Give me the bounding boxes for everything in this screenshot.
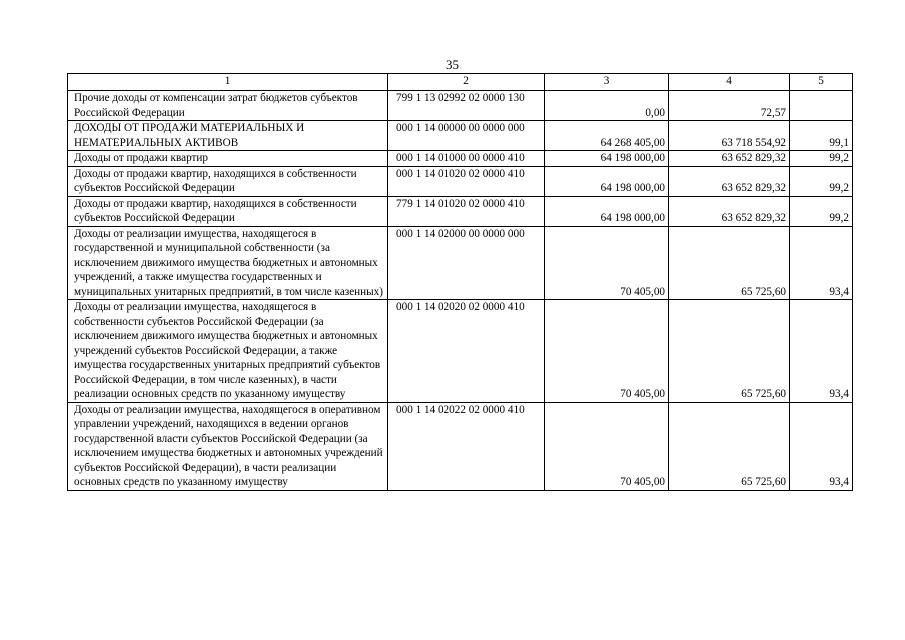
income-name-cell: Доходы от продажи квартир, находящихся в собственности субъектов Российской Федерации [68,166,388,196]
page-number: 35 [446,57,459,72]
actual-amount-cell: 63 652 829,32 [669,151,790,167]
budget-code-cell: 799 1 13 02992 02 0000 130 [388,91,545,121]
planned-amount-cell: 64 268 405,00 [545,121,669,151]
table-row [68,91,853,121]
percent-cell: 93,4 [790,402,853,490]
income-name-cell: Доходы от реализации имущества, находящегося в оперативном управлении учреждений, находящихся в ведении органов государственной власти субъектов Российской Федерации (за исключением имущества бюджетных и автономных учреждений субъектов Российской Федерации), в части реализации основных средств по указанному имуществу [68,402,388,490]
percent-cell [790,91,853,121]
column-header-3: 3 [545,74,669,91]
column-header-4: 4 [669,74,790,91]
percent-cell: 99,2 [790,151,853,167]
planned-amount-cell: 0,00 [545,91,669,121]
actual-amount-cell: 72,57 [669,91,790,121]
planned-amount-cell: 64 198 000,00 [545,151,669,167]
table-header-row [68,74,853,91]
percent-cell: 99,2 [790,166,853,196]
column-header-5: 5 [790,74,853,91]
planned-amount-cell: 64 198 000,00 [545,166,669,196]
budget-code-cell: 779 1 14 01020 02 0000 410 [388,196,545,226]
actual-amount-cell: 65 725,60 [669,300,790,403]
income-name-cell: Прочие доходы от компенсации затрат бюджетов субъектов Российской Федерации [68,91,388,121]
table-row [68,151,853,167]
budget-code-cell: 000 1 14 02022 02 0000 410 [388,402,545,490]
percent-cell: 93,4 [790,300,853,403]
income-name-cell: Доходы от реализации имущества, находящегося в собственности субъектов Российской Федерации (за исключением движимого имущества бюджетных и автономных учреждений субъектов Российской Федерации, а также имущества государственных унитарных предприятий субъектов Российской Федерации, в том числе казенных), в части реализации основных средств по указанному имуществу [68,300,388,403]
percent-cell: 99,2 [790,196,853,226]
table-row [68,166,853,196]
table-row [68,226,853,300]
budget-code-cell: 000 1 14 02000 00 0000 000 [388,226,545,300]
budget-code-cell: 000 1 14 00000 00 0000 000 [388,121,545,151]
planned-amount-cell: 70 405,00 [545,402,669,490]
table-row [68,121,853,151]
actual-amount-cell: 65 725,60 [669,226,790,300]
planned-amount-cell: 70 405,00 [545,226,669,300]
table-row [68,402,853,490]
table-row [68,300,853,403]
column-header-2: 2 [388,74,545,91]
planned-amount-cell: 70 405,00 [545,300,669,403]
percent-cell: 93,4 [790,226,853,300]
actual-amount-cell: 63 652 829,32 [669,196,790,226]
planned-amount-cell: 64 198 000,00 [545,196,669,226]
budget-code-cell: 000 1 14 01000 00 0000 410 [388,151,545,167]
budget-code-cell: 000 1 14 01020 02 0000 410 [388,166,545,196]
actual-amount-cell: 63 652 829,32 [669,166,790,196]
income-name-cell: Доходы от продажи квартир [68,151,388,167]
budget-code-cell: 000 1 14 02020 02 0000 410 [388,300,545,403]
column-header-1: 1 [68,74,388,91]
income-name-cell: Доходы от продажи квартир, находящихся в собственности субъектов Российской Федерации [68,196,388,226]
actual-amount-cell: 63 718 554,92 [669,121,790,151]
revenue-table [67,73,853,491]
percent-cell: 99,1 [790,121,853,151]
income-name-cell: ДОХОДЫ ОТ ПРОДАЖИ МАТЕРИАЛЬНЫХ И НЕМАТЕРИАЛЬНЫХ АКТИВОВ [68,121,388,151]
actual-amount-cell: 65 725,60 [669,402,790,490]
income-name-cell: Доходы от реализации имущества, находящегося в государственной и муниципальной собственности (за исключением движимого имущества бюджетных и автономных учреждений, а также имущества государственных и муниципальных унитарных предприятий, в том числе казенных) [68,226,388,300]
table-row [68,196,853,226]
